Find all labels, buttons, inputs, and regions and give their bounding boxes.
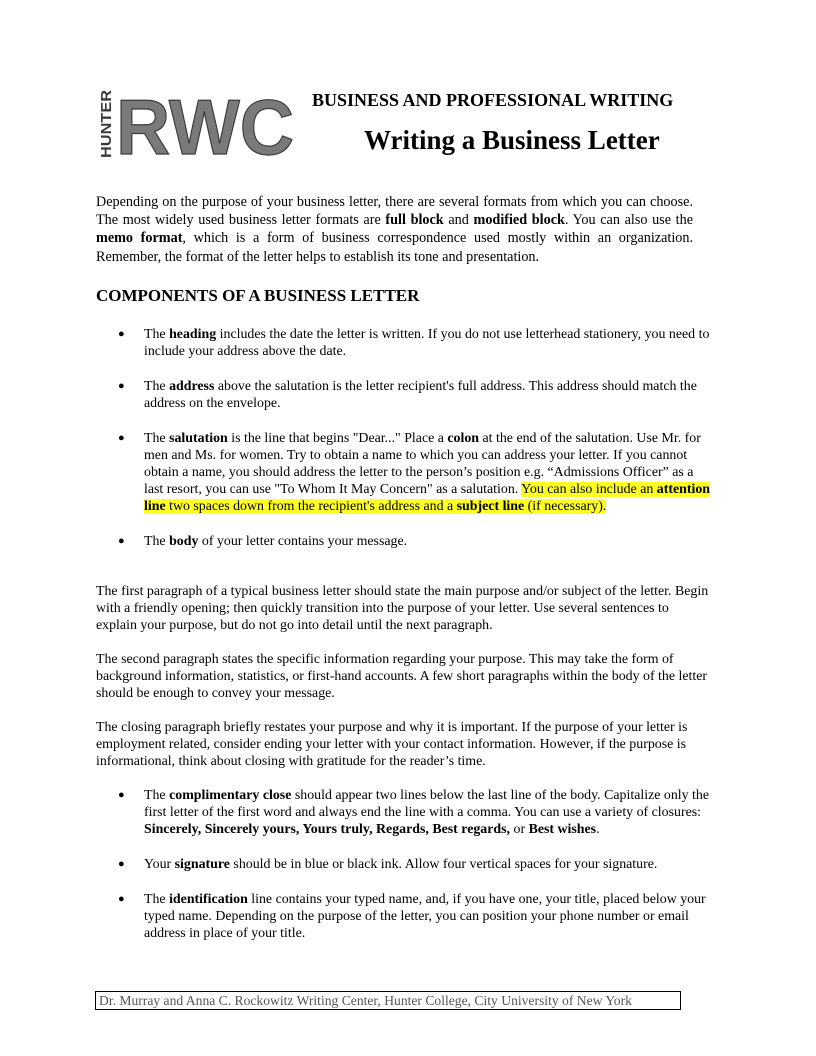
item-text: includes the date the letter is written. If you do not use letterhead stationery, you need to include your address above the date. — [144, 327, 710, 359]
item-text: should appear two lines below the last line of the body. Capitalize only the first letter of the first word and always end the line with a comma. You can use a variety of closures: — [144, 788, 710, 820]
item-term: Sincerely, Sincerely yours, Yours truly, Regards, Best regards, — [144, 822, 511, 837]
section-heading: COMPONENTS OF A BUSINESS LETTER — [96, 286, 420, 305]
intro-paragraph — [96, 193, 693, 266]
item-term: attention line — [144, 482, 711, 514]
second-paragraph-text: The second paragraph states the specific information regarding your purpose. This may take the form of background information, statistics, or first-hand accounts. A few short paragraphs within the body of the letter should be enough to convey your message. — [96, 652, 708, 701]
list-item-salutation — [96, 430, 716, 515]
item-text: The — [144, 431, 170, 446]
item-term: Best wishes — [528, 822, 597, 837]
item-text: The — [144, 892, 170, 907]
list-item-signature — [96, 856, 716, 873]
item-text: of your letter contains your message. — [198, 534, 408, 549]
first-paragraph-text: The first paragraph of a typical business letter should state the main purpose and/or subject of the letter. Begin with a friendly opening; then quickly transition into the purpose of your letter. Use several sentences to explain your purpose, but do not go into detail until the next paragraph. — [96, 584, 709, 633]
hunter-rwc-logo — [96, 88, 296, 160]
item-term: address — [169, 379, 215, 394]
closing-component-list — [96, 787, 716, 942]
item-term: body — [169, 534, 199, 549]
list-item-body — [96, 533, 716, 550]
list-item-complimentary-close — [96, 787, 716, 838]
document-title: Writing a Business Letter — [364, 125, 660, 155]
item-text: at the end of the salutation. Use Mr. for men and Ms. for women. Try to obtain a name to which you can address your letter. If you cannot obtain a name, you should address the letter to the person’s position e.g. “Admissions Officer” as a last resort, you can use "To Whom It May Concern" as a salutation. — [144, 431, 701, 497]
item-text: The — [144, 379, 170, 394]
item-text: . — [596, 822, 600, 837]
item-term: signature — [174, 857, 230, 872]
item-text: The — [144, 534, 170, 549]
intro-text: . You can also use the — [564, 212, 693, 229]
closing-paragraph-text: The closing paragraph briefly restates your purpose and why it is important. If the purpose of your letter is employment related, consider ending your letter with your contact information. However, if the purpose is informational, think about closing with gratitude for the reader’s time. — [96, 720, 688, 769]
item-term: salutation — [169, 431, 228, 446]
item-term: heading — [169, 327, 217, 342]
intro-text: , which is a form of business correspondence used mostly within an organization. Remember, the format of the letter helps to establish its tone and presentation. — [96, 230, 693, 265]
item-text: line contains your typed name, and, if you have one, your title, placed below your typed name. Depending on the purpose of the letter, you can position your phone number or email address in place of your title. — [144, 892, 706, 941]
item-text: should be in blue or black ink. Allow four vertical spaces for your signature. — [229, 857, 658, 872]
item-text: is the line that begins "Dear..." Place a — [227, 431, 448, 446]
list-item-identification — [96, 891, 716, 942]
item-text: You can also include an — [521, 482, 657, 497]
bullet-icon: ● — [118, 432, 125, 444]
item-text: or — [510, 822, 529, 837]
item-text: two spaces down from the recipient's address and a — [165, 499, 457, 514]
term-modified-block: modified block — [473, 212, 565, 229]
bullet-icon: ● — [118, 380, 125, 392]
item-term: complimentary close — [169, 788, 292, 803]
item-term: subject line — [456, 499, 525, 514]
bullet-icon: ● — [118, 893, 125, 905]
bullet-icon: ● — [118, 789, 125, 801]
bullet-icon: ● — [118, 328, 125, 340]
logo-rwc-text: RWC — [116, 88, 294, 160]
bullet-icon: ● — [118, 858, 125, 870]
bullet-icon: ● — [118, 535, 125, 547]
item-term: colon — [447, 431, 480, 446]
intro-text: Depending on the purpose of your business letter, there are several formats from which you can choose. The most widely used business letter formats are — [96, 194, 693, 229]
item-text: Your — [144, 857, 175, 872]
item-text: The — [144, 788, 170, 803]
list-item-heading — [96, 326, 716, 360]
item-text: (if necessary). — [524, 499, 607, 514]
item-term: identification — [169, 892, 248, 907]
item-text: The — [144, 327, 170, 342]
logo-hunter-text: HUNTER — [98, 95, 115, 158]
item-text: above the salutation is the letter recipient's full address. This address should match the address on the envelope. — [144, 379, 697, 411]
intro-text: and — [443, 212, 474, 229]
footer-credit: Dr. Murray and Anna C. Rockowitz Writing Center, Hunter College, City University of New York — [95, 991, 681, 1010]
term-full-block: full block — [385, 212, 444, 229]
component-list — [96, 326, 716, 550]
term-memo-format: memo format — [96, 230, 183, 247]
list-item-address — [96, 378, 716, 412]
document-supertitle: BUSINESS AND PROFESSIONAL WRITING — [312, 90, 674, 110]
